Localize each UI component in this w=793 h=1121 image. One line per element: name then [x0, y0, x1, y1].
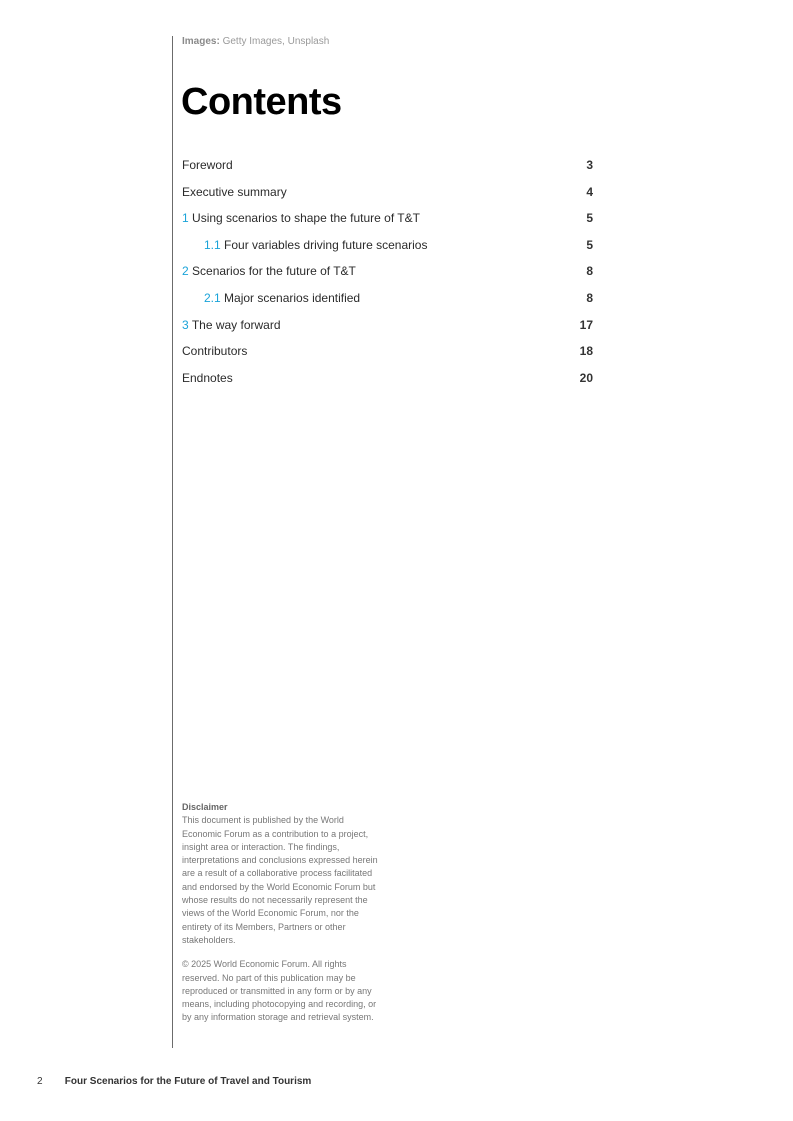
- toc-item-page: 18: [579, 344, 593, 359]
- toc-item-number: 1.1: [204, 237, 221, 252]
- footer-page-number: 2: [37, 1076, 43, 1087]
- toc-item-label: Scenarios for the future of T&T: [192, 264, 356, 279]
- toc-item-label: Four variables driving future scenarios: [224, 237, 428, 252]
- image-credit-label: Images:: [182, 36, 220, 47]
- toc-item-page: 5: [586, 211, 593, 226]
- toc-item-section-3[interactable]: [182, 312, 593, 339]
- toc-item-page: 17: [579, 317, 593, 332]
- toc-item-section-2[interactable]: [182, 258, 593, 285]
- toc-item-section-2-1[interactable]: [182, 285, 593, 312]
- toc-item-label: Endnotes: [182, 370, 233, 385]
- copyright-notice: © 2025 World Economic Forum. All rights reserved. No part of this publication may be reproduced or transmitted in any form or by any means, including photocopying and recording, or by any information storage and retrieval system.: [182, 959, 377, 1023]
- toc-item-contributors[interactable]: [182, 338, 593, 365]
- disclaimer: [182, 801, 378, 1025]
- footer-document-title: Four Scenarios for the Future of Travel and Tourism: [64, 1076, 312, 1087]
- disclaimer-title: Disclaimer: [182, 802, 228, 812]
- toc-item-number: 1: [182, 211, 189, 226]
- toc-item-section-1-1[interactable]: [182, 232, 593, 259]
- toc-item-label: Foreword: [182, 158, 233, 172]
- toc-item-endnotes[interactable]: [182, 365, 593, 392]
- toc-item-section-1[interactable]: [182, 205, 593, 232]
- image-credit-text: Getty Images, Unsplash: [222, 36, 330, 47]
- margin-rule: [172, 36, 173, 1048]
- toc-item-page: 8: [586, 290, 593, 305]
- toc-item-executive-summary[interactable]: [182, 179, 593, 206]
- toc-item-foreword[interactable]: [182, 152, 593, 179]
- toc-item-label: Contributors: [182, 344, 248, 359]
- toc-item-page: 4: [586, 184, 593, 199]
- toc-item-label: Using scenarios to shape the future of T&T: [192, 211, 420, 226]
- toc-item-number: 2.1: [204, 290, 221, 305]
- toc-item-number: 3: [182, 317, 189, 332]
- toc-item-page: 8: [586, 264, 593, 279]
- toc-item-page: 20: [579, 370, 593, 385]
- table-of-contents: [182, 152, 593, 391]
- toc-item-page: 3: [586, 158, 593, 172]
- toc-item-label: The way forward: [191, 317, 281, 332]
- page-footer: [37, 1076, 311, 1087]
- toc-item-label: Major scenarios identified: [224, 290, 361, 305]
- page-title: Contents: [181, 81, 342, 123]
- disclaimer-body: This document is published by the World Economic Forum as a contribution to a project, insight area or interaction. The findings, interpretations and conclusions expressed herein are a result of a collaborative process facilitated and endorsed by the World Economic Forum but whose results do not necessarily represent the views of the World Economic Forum, nor the entirety of its Members, Partners or other stakeholders.: [182, 815, 378, 945]
- image-credit: [182, 36, 329, 47]
- toc-item-page: 5: [586, 237, 593, 252]
- toc-item-label: Executive summary: [182, 184, 287, 199]
- toc-item-number: 2: [182, 264, 189, 279]
